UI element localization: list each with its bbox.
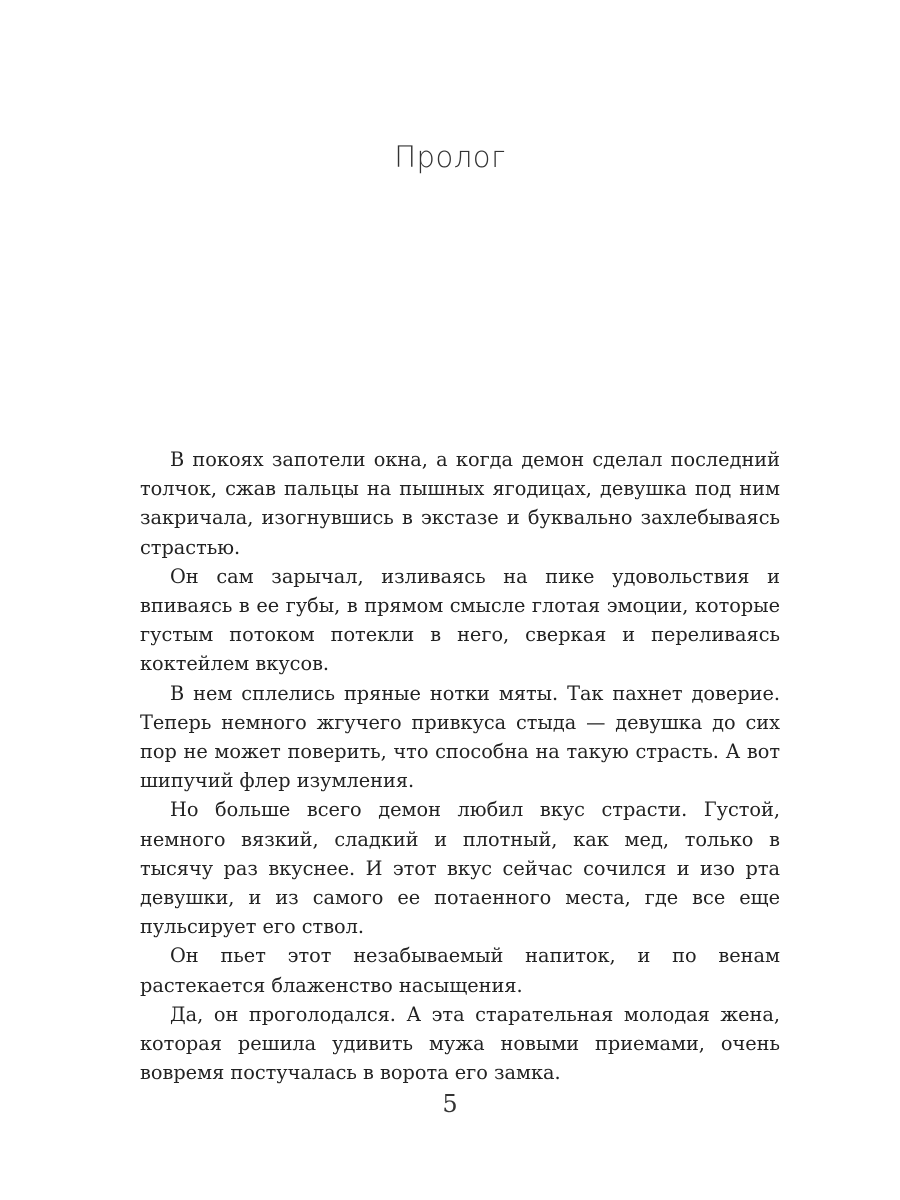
paragraph-4: Но больше всего демон любил вкус страсти. Густой, немного вязкий, сладкий и плотный, как мед, только в тысячу раз вкуснее. И этот вкус сейчас сочился и изо рта девушки, и из самого ее потаенного места, где все еще пульсирует его ствол. [140, 798, 780, 939]
paragraph-6: Да, он проголодался. А эта старательная молодая жена, которая решила удивить мужа новыми приемами, очень вовремя постучалась в ворота его замка. [140, 1002, 780, 1085]
paragraph-1: В покоях запотели окна, а когда демон сделал последний толчок, сжав пальцы на пышных ягодицах, девушка под ним закричала, изогнувшись в экстазе и буквально захлебываясь страстью. [140, 448, 780, 559]
paragraph-5: Он пьет этот незабываемый напиток, и по венам растекается блаженство насыщения. [140, 944, 780, 997]
paragraph-3: В нем сплелись пряные нотки мяты. Так пахнет доверие. Теперь немного жгучего привкуса стыда — девушка до сих пор не может поверить, что способна на такую страсть. А вот шипучий флер изумления. [140, 681, 780, 793]
paragraph-2: Он сам зарычал, изливаясь на пике удовольствия и впиваясь в ее губы, в прямом смысле глотая эмоции, которые густым потоком потекли в него, сверкая и переливаясь коктейлем вкусов. [140, 564, 780, 676]
chapter-title: Пролог [394, 140, 506, 174]
page-number: 5 [442, 1090, 458, 1118]
chapter-body [140, 445, 780, 1087]
